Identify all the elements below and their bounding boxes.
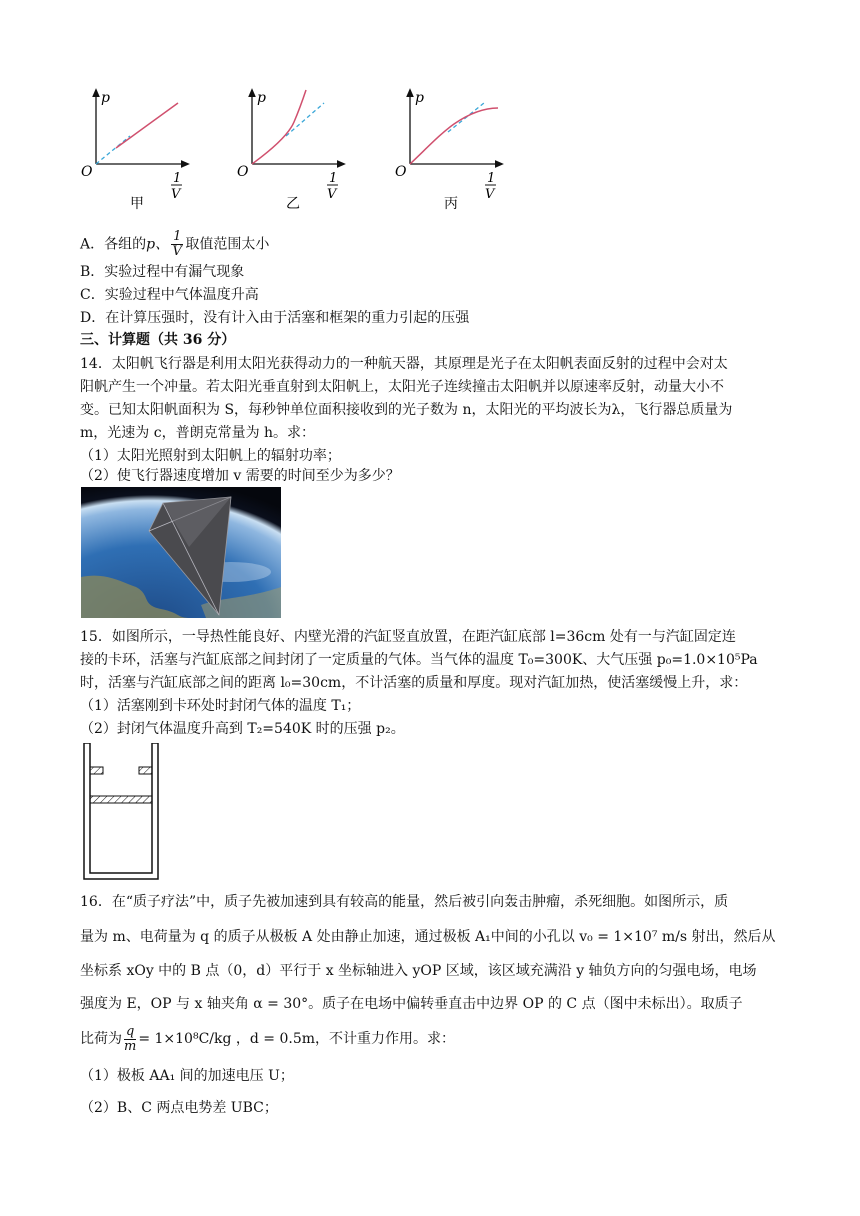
q14-line2: 阳帆产生一个冲量。若太阳光垂直射到太阳帆上，太阳光子连续撞击太阳帆并以原速率反射，动量大小不 [80, 379, 724, 395]
graph-yi-caption: 乙 [286, 196, 300, 212]
svg-text:p: p [257, 90, 266, 106]
svg-text:O: O [237, 164, 249, 180]
q15-line1: 15．如图所示，一导热性能良好、内壁光滑的汽缸竖直放置，在距汽缸底部 l=36cm 处有一与汽缸固定连 [80, 629, 736, 645]
graph-jia [81, 90, 186, 212]
svg-text:V: V [485, 187, 495, 202]
option-d: D．在计算压强时，没有计入由于活塞和框架的重力引起的压强 [80, 310, 470, 326]
option-a: A．各组的p、 $\frac{1}{V}$ 取值范围太小 [80, 229, 270, 259]
svg-text:1: 1 [329, 171, 338, 186]
svg-text:V: V [171, 187, 181, 202]
svg-text:O: O [81, 164, 93, 180]
q15-sub2: （2）封闭气体温度升高到 T₂=540K 时的压强 p₂。 [80, 721, 405, 737]
q16-line4: 强度为 E，OP 与 x 轴夹角 α = 30°。质子在电场中偏转垂直击中边界 OP 的 C 点（图中未标出）。取质子 [80, 996, 743, 1012]
graph-bing [395, 90, 500, 212]
q16-line1: 16．在“质子疗法”中，质子先被加速到具有较高的能量，然后被引向轰击肿瘤，杀死细胞。如图所示，质 [80, 894, 729, 910]
graph-jia-caption: 甲 [130, 196, 144, 212]
q14-line3: 变。已知太阳帆面积为 S，每秒钟单位面积接收到的光子数为 n，太阳光的平均波长为λ，飞行器总质量为 [80, 402, 733, 418]
q14-line1: 14．太阳帆飞行器是利用太阳光获得动力的一种航天器，其原理是光子在太阳帆表面反射的过程中会对太 [80, 356, 728, 372]
q15-sub1: （1）活塞刚到卡环处时封闭气体的温度 T₁； [80, 698, 361, 714]
svg-text:V: V [327, 187, 337, 202]
graph-yi [237, 90, 342, 212]
q16-line3: 坐标系 xOy 中的 B 点（0，d）平行于 x 坐标轴进入 yOP 区域，该区域充满沿 y 轴负方向的匀强电场，电场 [80, 963, 757, 979]
section-title: 三、计算题（共 36 分） [80, 332, 236, 348]
solar-sail-image [81, 487, 281, 618]
svg-text:O: O [395, 164, 407, 180]
q15-line2: 接的卡环，活塞与汽缸底部之间封闭了一定质量的气体。当气体的温度 T₀=300K、大气压强 p₀=1.0×10⁵Pa [80, 652, 758, 668]
svg-text:1: 1 [173, 171, 182, 186]
q16-sub2: （2）B、C 两点电势差 UBC； [80, 1100, 278, 1116]
q16-sub1: （1）极板 AA₁ 间的加速电压 U； [80, 1068, 294, 1084]
q14-line4: m，光速为 c，普朗克常量为 h。求： [80, 425, 316, 441]
graph-jia-ylabel: p [101, 90, 110, 106]
q16-line5: 比荷为 $\frac{q}{m}$ = 1×10⁸C/kg ，d = 0.5m，不计重力作用。求： [80, 1023, 456, 1054]
option-c: C．实验过程中气体温度升高 [80, 287, 259, 303]
svg-text:1: 1 [487, 171, 496, 186]
cylinder-diagram [82, 743, 162, 881]
option-b: B．实验过程中有漏气现象 [80, 264, 245, 280]
svg-text:p: p [415, 90, 424, 106]
q15-line3: 时，活塞与汽缸底部之间的距离 l₀=30cm，不计活塞的质量和厚度。现对汽缸加热，使活塞缓慢上升，求： [80, 675, 748, 691]
q14-sub1: （1）太阳光照射到太阳帆上的辐射功率； [80, 448, 341, 464]
q14-sub2: （2）使飞行器速度增加 v 需要的时间至少为多少？ [80, 468, 400, 484]
graph-bing-caption: 丙 [444, 196, 458, 212]
pv-graphs [78, 86, 518, 216]
q16-line2: 量为 m、电荷量为 q 的质子从极板 A 处由静止加速，通过极板 A₁中间的小孔以 v₀ = 1×10⁷ m/s 射出，然后从 [80, 929, 776, 945]
